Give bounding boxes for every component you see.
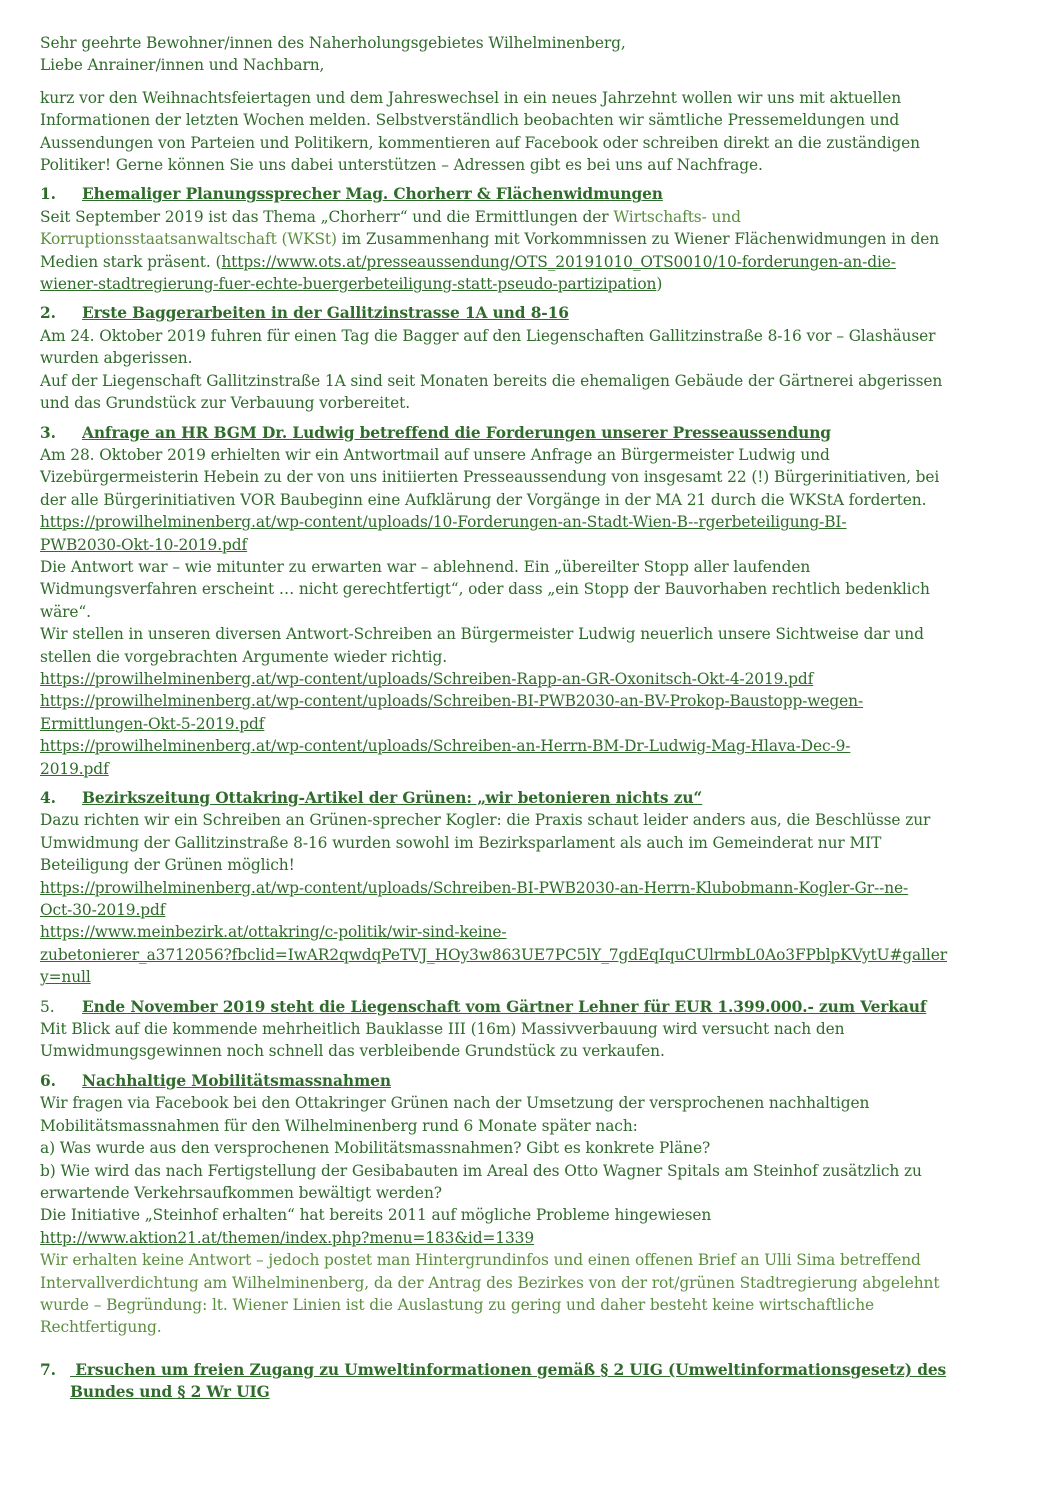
section-number: 5. — [40, 997, 55, 1016]
pdf-link[interactable]: 2019.pdf — [40, 759, 109, 778]
article-link[interactable]: y=null — [40, 968, 91, 987]
body-line: Widmungsverfahren erscheint … nicht gerechtfertigt“, oder dass „ein Stopp der Bauvorhaben rechtlich bedenklich — [40, 580, 930, 599]
section-number: 4. — [40, 789, 56, 807]
section-number: 3. — [40, 423, 56, 442]
ots-link-cont[interactable]: wiener-stadtregierung-fuer-echte-buergerbeteiligung-statt-pseudo-partizipation — [40, 275, 657, 294]
body-line: erwartende Verkehrsaufkommen bewältigt werden? — [40, 1183, 442, 1202]
section-6-heading — [40, 1070, 1025, 1092]
body-line: der alle Bürgerinitiativen VOR Baubeginn eine Aufklärung der Vorgänge in der MA 21 durch die WKStA forderten. — [40, 490, 927, 509]
text-run: ) — [656, 275, 663, 294]
body-line: Die Antwort war – wie mitunter zu erwarten war – ablehnend. Ein „übereilter Stopp aller laufenden — [40, 557, 811, 576]
section-7-heading — [40, 1359, 1025, 1404]
section-1-heading — [40, 183, 1025, 205]
section-2-heading — [40, 302, 1025, 324]
intro-line: Politiker! Gerne können Sie uns dabei unterstützen – Adressen gibt es bei uns auf Nachfrage. — [40, 156, 763, 175]
text-run: Medien stark präsent. ( — [40, 252, 222, 271]
section-number: 1. — [40, 185, 56, 204]
section-title: Ende November 2019 steht die Liegenschaft vom Gärtner Lehner für EUR 1.399.000.- zum Verkauf — [82, 997, 927, 1016]
body-line: Wir stellen in unseren diversen Antwort-Schreiben an Bürgermeister Ludwig neuerlich unsere Sichtweise dar und — [40, 625, 924, 644]
body-line: Mobilitätsmassnahmen für den Wilhelminenberg rund 6 Monate später nach: — [40, 1116, 638, 1135]
body-line: Mit Blick auf die kommende mehrheitlich Bauklasse III (16m) Massivverbauung wird versucht nach den — [40, 1020, 845, 1039]
pdf-link[interactable]: Ermittlungen-Okt-5-2019.pdf — [40, 714, 265, 733]
body-line: und das Grundstück zur Verbauung vorbereitet. — [40, 394, 411, 413]
text-run: Seit September 2019 ist das Thema „Chorherr“ und die Ermittlungen der — [40, 207, 614, 226]
section-number: 7. — [40, 1360, 56, 1379]
section-title: Anfrage an HR BGM Dr. Ludwig betreffend die Forderungen unserer Presseaussendung — [82, 423, 831, 442]
ots-link[interactable]: https://www.ots.at/presseaussendung/OTS_20191010_OTS0010/10-forderungen-an-die- — [221, 252, 896, 271]
body-line — [40, 273, 1025, 295]
pdf-link[interactable]: Oct-30-2019.pdf — [40, 901, 166, 920]
body-line: Dazu richten wir ein Schreiben an Grünen-sprecher Kogler: die Praxis schaut leider anders aus, die Beschlüsse zur — [40, 811, 931, 830]
greeting-line-1: Sehr geehrte Bewohner/innen des Naherholungsgebietes Wilhelminenberg, — [40, 34, 626, 52]
section-title: Ehemaliger Planungssprecher Mag. Chorherr & Flächenwidmungen — [82, 185, 663, 204]
section-number: 2. — [40, 304, 56, 323]
body-line: Am 24. Oktober 2019 fuhren für einen Tag die Bagger auf den Liegenschaften Gallitzinstraße 8-16 vor – Glashäuser — [40, 326, 936, 345]
article-link[interactable]: zubetonierer_a3712056?fbclid=IwAR2qwdqPeTVJ_HOy3w863UE7PC5lY_7gdEqIquCUlrmbL0Ao3FPblpKVytU#galler — [40, 945, 948, 964]
body-line: Wir erhalten keine Antwort – jedoch postet man Hintergrundinfos und einen offenen Brief an Ulli Sima betreffend — [40, 1251, 921, 1270]
pdf-link[interactable]: https://prowilhelminenberg.at/wp-content/uploads/10-Forderungen-an-Stadt-Wien-B--rgerbeteiligung-BI- — [40, 513, 847, 532]
body-line: Umwidmungsgewinnen noch schnell das verbleibende Grundstück zu verkaufen. — [40, 1042, 665, 1061]
body-line: Am 28. Oktober 2019 erhielten wir ein Antwortmail auf unsere Anfrage an Bürgermeister Ludwig und — [40, 445, 830, 464]
body-line: Vizebürgermeisterin Hebein zu der von uns initiierten Presseaussendung von insgesamt 22 (!) Bürgerinitiativen, bei — [40, 468, 940, 487]
body-line: wurden abgerissen. — [40, 349, 193, 368]
section-3-heading — [40, 422, 1025, 444]
intro-line: Informationen der letzten Wochen melden. Selbstverständlich beobachten wir sämtliche Pressemeldungen und — [40, 111, 900, 130]
body-line: a) Was wurde aus den versprochenen Mobilitätsmassnahmen? Gibt es konkrete Pläne? — [40, 1139, 711, 1158]
body-line: stellen die vorgebrachten Argumente wieder richtig. — [40, 647, 448, 666]
body-line — [40, 251, 1025, 273]
section-title: Erste Baggerarbeiten in der Gallitzinstrasse 1A und 8-16 — [82, 304, 569, 323]
letter-page — [40, 32, 1025, 1404]
article-link[interactable]: https://www.meinbezirk.at/ottakring/c-politik/wir-sind-keine- — [40, 923, 507, 942]
intro-line: Aussendungen von Parteien und Politikern, kommentieren auf Facebook oder schreiben direkt an die zuständigen — [40, 133, 920, 152]
aktion21-link[interactable]: http://www.aktion21.at/themen/index.php?menu=183&id=1339 — [40, 1228, 535, 1247]
section-number: 6. — [40, 1071, 56, 1090]
text-run: Wirtschafts- und — [613, 207, 741, 226]
section-4-heading — [40, 787, 1025, 809]
section-5-heading — [40, 996, 1025, 1018]
body-line: Beteiligung der Grünen möglich! — [40, 856, 295, 875]
greeting-line-2: Liebe Anrainer/innen und Nachbarn, — [40, 56, 325, 75]
pdf-link[interactable]: https://prowilhelminenberg.at/wp-content/uploads/Schreiben-Rapp-an-GR-Oxonitsch-Okt-4-2019.pdf — [40, 669, 814, 688]
section-title: Nachhaltige Mobilitätsmassnahmen — [82, 1071, 391, 1090]
body-line — [40, 228, 1025, 250]
section-title-cont: Bundes und § 2 Wr UIG — [70, 1383, 270, 1402]
body-line: Rechtfertigung. — [40, 1318, 162, 1337]
body-line: b) Wie wird das nach Fertigstellung der Gesibabauten im Areal des Otto Wagner Spitals am Steinhof zusätzlich zu — [40, 1161, 922, 1180]
body-line: wurde – Begründung: lt. Wiener Linien ist die Auslastung zu gering und daher besteht keine wirtschaftliche — [40, 1295, 875, 1314]
section-title: Ersuchen um freien Zugang zu Umweltinformationen gemäß § 2 UIG (Umweltinformationsgesetz) des — [70, 1360, 947, 1379]
pdf-link[interactable]: https://prowilhelminenberg.at/wp-content/uploads/Schreiben-BI-PWB2030-an-Herrn-Klubobmann-Kogler-Gr--ne- — [40, 878, 909, 897]
body-line: wäre“. — [40, 602, 91, 621]
intro-line: kurz vor den Weihnachtsfeiertagen und dem Jahreswechsel in ein neues Jahrzehnt wollen wir uns mit aktuellen — [40, 88, 902, 107]
body-line: Die Initiative „Steinhof erhalten“ hat bereits 2011 auf mögliche Probleme hingewiesen — [40, 1206, 712, 1225]
body-line: Intervallverdichtung am Wilhelminenberg, da der Antrag des Bezirkes von der rot/grünen Stadtregierung abgelehnt — [40, 1273, 940, 1292]
body-line — [40, 206, 1025, 228]
pdf-link[interactable]: https://prowilhelminenberg.at/wp-content/uploads/Schreiben-BI-PWB2030-an-BV-Prokop-Baustopp-wegen- — [40, 692, 864, 711]
text-run: Korruptionsstaatsanwaltschaft (WKSt) — [40, 230, 337, 249]
body-line: Wir fragen via Facebook bei den Ottakringer Grünen nach der Umsetzung der versprochenen nachhaltigen — [40, 1094, 870, 1113]
pdf-link[interactable]: https://prowilhelminenberg.at/wp-content/uploads/Schreiben-an-Herrn-BM-Dr-Ludwig-Mag-Hlava-Dec-9- — [40, 737, 851, 756]
body-line: Auf der Liegenschaft Gallitzinstraße 1A sind seit Monaten bereits die ehemaligen Gebäude der Gärtnerei abgerissen — [40, 371, 943, 390]
text-run: im Zusammenhang mit Vorkommnissen zu Wiener Flächenwidmungen in den — [336, 230, 940, 249]
section-title: Bezirkszeitung Ottakring-Artikel der Grünen: „wir betonieren nichts zu“ — [82, 789, 703, 807]
pdf-link[interactable]: PWB2030-Okt-10-2019.pdf — [40, 535, 248, 554]
body-line: Umwidmung der Gallitzinstraße 8-16 wurden sowohl im Bezirksparlament als auch im Gemeinderat nur MIT — [40, 833, 882, 852]
